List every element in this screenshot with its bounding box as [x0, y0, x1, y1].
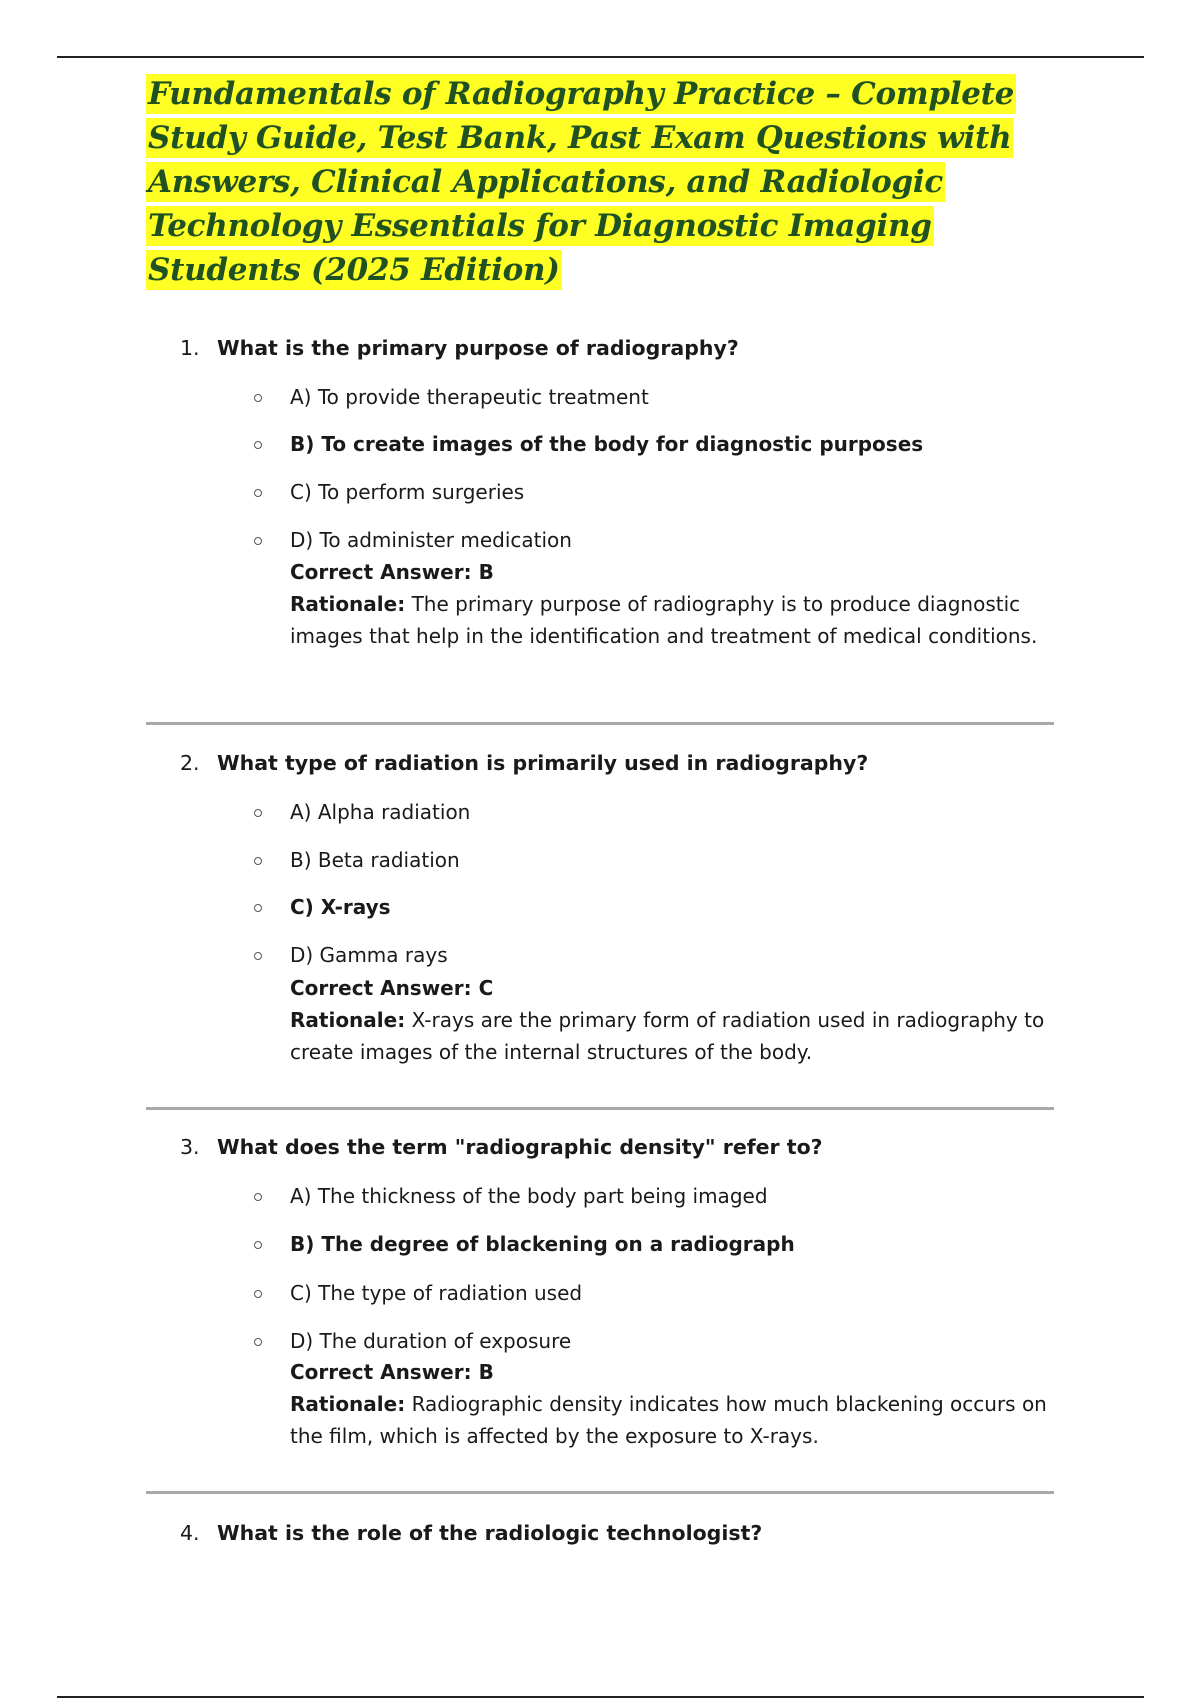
- option-text: D) To administer medication: [290, 528, 572, 552]
- circle-bullet-icon: [254, 441, 262, 449]
- option-text: B) To create images of the body for diagnostic purposes: [290, 432, 924, 456]
- option-text: D) The duration of exposure: [290, 1329, 572, 1353]
- rationale: [290, 1388, 1060, 1452]
- option-text: B) Beta radiation: [290, 848, 460, 872]
- option-text: C) The type of radiation used: [290, 1281, 583, 1305]
- circle-bullet-icon: [254, 904, 262, 912]
- circle-bullet-icon: [254, 952, 262, 960]
- question-number: 4.: [180, 1521, 200, 1545]
- question-text: What does the term "radiographic density" refer to?: [217, 1135, 823, 1159]
- correct-answer: Correct Answer: B: [290, 560, 494, 584]
- correct-answer: Correct Answer: C: [290, 976, 494, 1000]
- circle-bullet-icon: [254, 1338, 262, 1346]
- option-text: A) To provide therapeutic treatment: [290, 385, 649, 409]
- circle-bullet-icon: [254, 489, 262, 497]
- option-text: A) The thickness of the body part being imaged: [290, 1184, 768, 1208]
- option-text: C) To perform surgeries: [290, 480, 525, 504]
- rationale-text: The primary purpose of radiography is to produce diagnostic images that help in the identification and treatment of medical conditions.: [290, 592, 1038, 648]
- question-text: What is the primary purpose of radiography?: [217, 336, 739, 360]
- question-number: 1.: [180, 336, 200, 360]
- rationale-label: Rationale:: [290, 592, 406, 616]
- option-text: D) Gamma rays: [290, 943, 448, 967]
- question-text: What type of radiation is primarily used in radiography?: [217, 751, 869, 775]
- option-text: C) X-rays: [290, 895, 391, 919]
- question-2-heading: [180, 749, 868, 777]
- rationale: [290, 1004, 1060, 1068]
- circle-bullet-icon: [254, 1241, 262, 1249]
- circle-bullet-icon: [254, 809, 262, 817]
- document-title: Fundamentals of Radiography Practice – Complete Study Guide, Test Bank, Past Exam Questions with Answers, Clinical Applications, and Radiologic Technology Essentials for Diagnostic Imaging Students (2025 Edition): [148, 76, 1015, 288]
- question-1-heading: [180, 334, 739, 362]
- separator: [146, 1107, 1054, 1110]
- top-rule: [57, 56, 1144, 58]
- title-block: [146, 72, 1046, 292]
- option-text: B) The degree of blackening on a radiograph: [290, 1232, 795, 1256]
- rationale-text: Radiographic density indicates how much blackening occurs on the film, which is affected by the exposure to X-rays.: [290, 1392, 1047, 1448]
- rationale: [290, 588, 1060, 652]
- correct-answer: Correct Answer: B: [290, 1360, 494, 1384]
- bottom-rule: [57, 1696, 1144, 1698]
- question-number: 2.: [180, 751, 200, 775]
- rationale-text: X-rays are the primary form of radiation used in radiography to create images of the internal structures of the body.: [290, 1008, 1045, 1064]
- rationale-label: Rationale:: [290, 1008, 406, 1032]
- question-3-heading: [180, 1133, 823, 1161]
- separator: [146, 722, 1054, 725]
- circle-bullet-icon: [254, 1290, 262, 1298]
- question-text: What is the role of the radiologic technologist?: [217, 1521, 763, 1545]
- circle-bullet-icon: [254, 537, 262, 545]
- circle-bullet-icon: [254, 394, 262, 402]
- option-text: A) Alpha radiation: [290, 800, 471, 824]
- question-number: 3.: [180, 1135, 200, 1159]
- rationale-label: Rationale:: [290, 1392, 406, 1416]
- separator: [146, 1491, 1054, 1494]
- circle-bullet-icon: [254, 1193, 262, 1201]
- question-4-heading: [180, 1519, 762, 1547]
- circle-bullet-icon: [254, 857, 262, 865]
